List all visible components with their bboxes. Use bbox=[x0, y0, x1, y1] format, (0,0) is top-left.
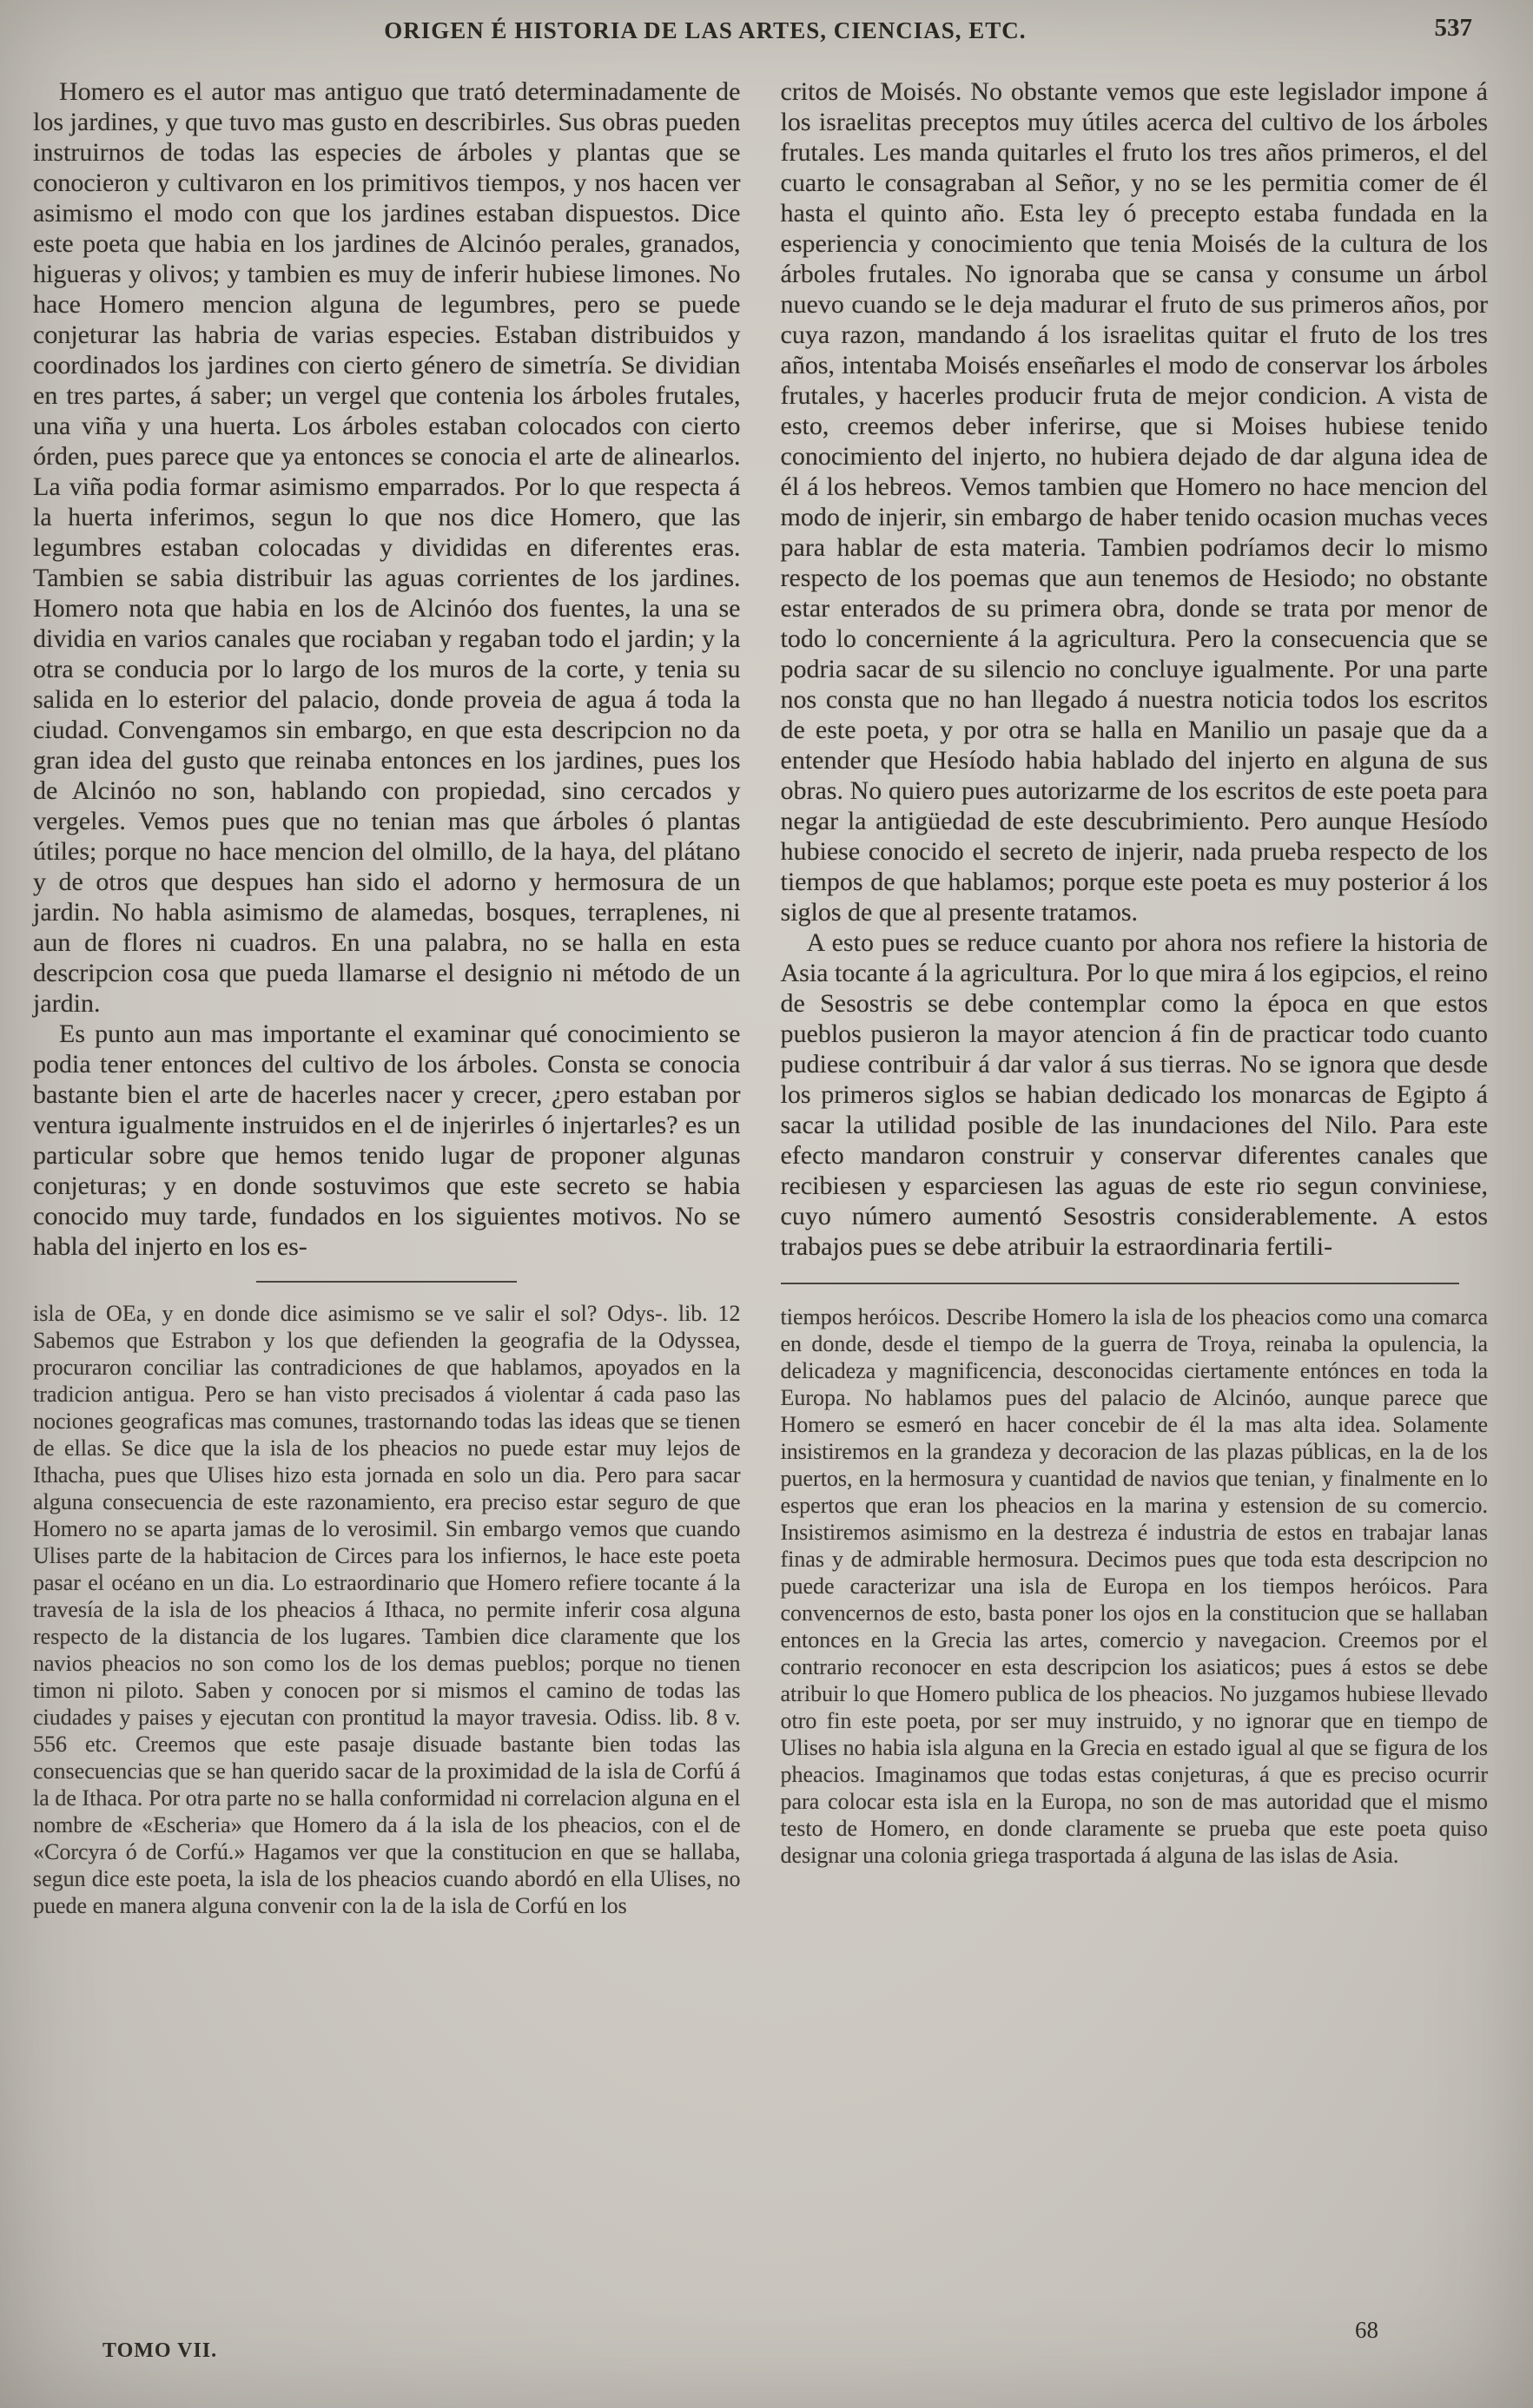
right-column bbox=[781, 76, 1489, 1869]
signature-number: 68 bbox=[1355, 2317, 1378, 2343]
right-main-paragraph-2: A esto pues se reduce cuanto por ahora nos refiere la historia de Asia tocante á la agricultura. Por lo que mira á los egipcios, el reino de Sesostris se debe contemplar como la época en que estos pueblos pusieron la mayor atencion á fin de practicar todo cuanto pudiese contribuir á dar valor á sus tierras. No se ignora que desde los primeros siglos se habian dedicado los monarcas de Egipto á sacar la utilidad posible de las inundaciones del Nilo. Para este efecto mandaron construir y conservar diferentes canales que recibiesen y esparciesen las aguas de este rio segun conviniese, cuyo número aumentó Sesostris considerablemente. A estos trabajos pues se debe atribuir la estraordinaria fertili- bbox=[780, 928, 1488, 1261]
left-column bbox=[33, 76, 741, 1919]
volume-label: TOMO VII. bbox=[102, 2339, 218, 2362]
running-title: ORIGEN É HISTORIA DE LAS ARTES, CIENCIAS, ETC. bbox=[384, 17, 1027, 43]
page-number: 537 bbox=[1434, 14, 1472, 42]
page-header bbox=[0, 0, 1533, 71]
right-main-paragraph-1: critos de Moisés. No obstante vemos que este legislador impone á los israelitas preceptos muy útiles acerca del cultivo de los árboles frutales. Les manda quitarles el fruto los tres años primeros, el del cuarto le consagraban al Señor, y no se les permitia comer de él hasta el quinto año. Esta ley ó precepto estaba fundada en la esperiencia y conocimiento que tenia Moisés de la cultura de los árboles frutales. No ignoraba que se cansa y consume un árbol nuevo cuando se le deja madurar el fruto de sus primeros años, por cuya razon, mandando á los israelitas quitar el fruto de los tres años, intentaba Moisés enseñarles el modo de conservar los árboles frutales, y hacerles producir fruta de mejor condicion. A vista de esto, creemos deber inferirse, que si Moises hubiese tenido conocimiento del injerto, no hubiera dejado de dar alguna idea de él á los hebreos. Vemos tambien que Homero no hace mencion del modo de injerir, sin embargo de haber tenido ocasion muchas veces para hablar de esta materia. Tambien podríamos decir lo mismo respecto de los poemas que aun tenemos de Hesiodo; no obstante estar enterados de su primera obra, donde se trata por menor de todo lo concerniente á la agricultura. Pero la consecuencia que se podria sacar de su silencio no concluye igualmente. Por una parte nos consta que no han llegado á nuestra noticia todos los escritos de este poeta, y por otra se halla en Manilio un pasaje que da a entender que Hesíodo habia hablado del injerto en alguna de sus obras. No quiero pues autorizarme de los escritos de este poeta para negar la antigüedad de este descubrimiento. Pero aunque Hesíodo hubiese conocido el secreto de injerir, nada prueba respecto de los tiempos de que hablamos; porque este poeta es muy posterior á los siglos de que al presente tratamos. bbox=[780, 77, 1488, 927]
left-footnote-separator bbox=[256, 1281, 517, 1283]
left-main-paragraph-2: Es punto aun mas importante el examinar qué conocimiento se podia tener entonces del cultivo de los árboles. Consta se conocia bastante bien el arte de hacerles nacer y crecer, ¿pero estaban por ventura igualmente instruidos en el de injerirles ó injertarles? es un particular sobre que hemos tenido lugar de proponer algunas conjeturas; y en donde sostuvimos que este secreto se habia conocido muy tarde, fundados en los siguientes motivos. No se habla del injerto en los es- bbox=[33, 1019, 741, 1261]
left-main-paragraph-1: Homero es el autor mas antiguo que trató determinadamente de los jardines, y que tuvo mas gusto en describirles. Sus obras pueden instruirnos de todas las especies de árboles y plantas que se conocieron y cultivaron en los primitivos tiempos, y nos hacen ver asimismo el modo con que los jardines estaban dispuestos. Dice este poeta que habia en los jardines de Alcinóo perales, granados, higueras y olivos; y tambien es muy de inferir hubiese limones. No hace Homero mencion alguna de legumbres, pero se puede conjeturar las habria de varias especies. Estaban distribuidos y coordinados los jardines con cierto género de simetría. Se dividian en tres partes, á saber; un vergel que contenia los árboles frutales, una viña y una huerta. Los árboles estaban colocados con cierto órden, pues parece que ya entonces se conocia el arte de alinearlos. La viña podia formar asimismo emparrados. Por lo que respecta á la huerta inferimos, segun lo que nos dice Homero, que las legumbres estaban colocadas y divididas en diferentes eras. Tambien se sabia distribuir las aguas corrientes de los jardines. Homero nota que habia en los de Alcinóo dos fuentes, la una se dividia en varios canales que rociaban y regaban todo el jardin; y la otra se conducia por lo largo de los muros de la corte, y tenia su salida en lo esterior del palacio, donde proveia de agua á toda la ciudad. Convengamos sin embargo, en que esta descripcion no da gran idea del gusto que reinaba entonces en los jardines, pues los de Alcinóo no son, hablando con propiedad, sino cercados y vergeles. Vemos pues que no tenian mas que árboles ó plantas útiles; porque no hace mencion del olmillo, de la haya, del plátano y de otros que despues han sido el adorno y hermosura de un jardin. No habla asimismo de alamedas, bosques, terraplenes, ni aun de flores ni cuadros. En una palabra, no se halla en esta descripcion cosa que pueda llamarse el designio ni método de un jardin. bbox=[33, 77, 741, 1018]
right-footnote-separator bbox=[781, 1283, 1460, 1284]
text-columns bbox=[0, 71, 1533, 1919]
right-footnote-text: tiempos heróicos. Describe Homero la isla de los pheacios como una comarca en donde, desde el tiempo de la guerra de Troya, reinaba la opulencia, la delicadeza y magnificencia, desconocidas ciertamente entónces en toda la Europa. No hablamos pues del palacio de Alcinóo, aunque parece que Homero se esmeró en hacer concebir de él la mas alta idea. Solamente insistiremos en la grandeza y decoracion de las plazas públicas, en la de los puertos, en la hermosura y cuantidad de navios que tenian, y finalmente en lo espertos que eran los pheacios en la marina y estension de su comercio. Insistiremos asimismo en la destreza é industria de estos en trabajar lanas finas y de admirable hermosura. Decimos pues que toda esta descripcion no puede caracterizar una isla de Europa en los tiempos heróicos. Para convencernos de esto, basta poner los ojos en la constitucion que se hallaban entonces en la Grecia las artes, comercio y navegacion. Creemos por el contrario reconocer en esta descripcion los asiaticos; pues á estos se debe atribuir lo que Homero publica de los pheacios. No juzgamos hubiese llevado otro fin este poeta, por ser muy instruido, y no ignorar que en tiempo de Ulises no habia isla alguna en la Grecia en estado igual al que se figura de los pheacios. Imaginamos que todas estas conjeturas, á que es preciso ocurrir para colocar esta isla en la Europa, no son de mas autoridad que el mismo testo de Homero, en donde claramente se prueba que este poeta quiso designar una colonia griega trasportada á alguna de las islas de Asia. bbox=[780, 1304, 1488, 1868]
left-footnote-text: isla de OEa, y en donde dice asimismo se ve salir el sol? Odys-. lib. 12 Sabemos que Estrabon y los que defienden la geografia de la Odyssea, procuraron conciliar las contradiciones de que hablamos, apoyados en la tradicion antigua. Pero se han visto precisados á violentar á cada paso las nociones geograficas mas comunes, trastornando todas las ideas que se tienen de ellas. Se dice que la isla de los pheacios no puede estar muy lejos de Ithacha, pues que Ulises hizo esta jornada en solo un dia. Pero para sacar alguna consecuencia de este razonamiento, era preciso estar seguro de que Homero no se aparta jamas de lo verosimil. Sin embargo vemos que cuando Ulises parte de la habitacion de Circes para los infiernos, le hace este poeta pasar el océano en un dia. Lo estraordinario que Homero refiere tocante á la travesía de la isla de los pheacios á Ithaca, no permite inferir cosa alguna respecto de la distancia de los lugares. Tambien dice claramente que los navios pheacios no son como los de los demas pueblos; porque no tienen timon ni piloto. Saben y conocen por si mismos el camino de todas las ciudades y paises y ejecutan con prontitud la mayor travesia. Odiss. lib. 8 v. 556 etc. Creemos que este pasaje disuade bastante bien todas las consecuencias que se han querido sacar de la proximidad de la isla de Corfú á la de Ithaca. Por otra parte no se halla conformidad ni correlacion alguna en el nombre de «Escheria» que Homero da á la isla de los pheacios, con el de «Corcyra ó de Corfú.» Hagamos ver que la constitucion en que se hallaba, segun dice este poeta, la isla de los pheacios cuando abordó en ella Ulises, no puede en manera alguna convenir con la de la isla de Corfú en los bbox=[33, 1301, 741, 1918]
